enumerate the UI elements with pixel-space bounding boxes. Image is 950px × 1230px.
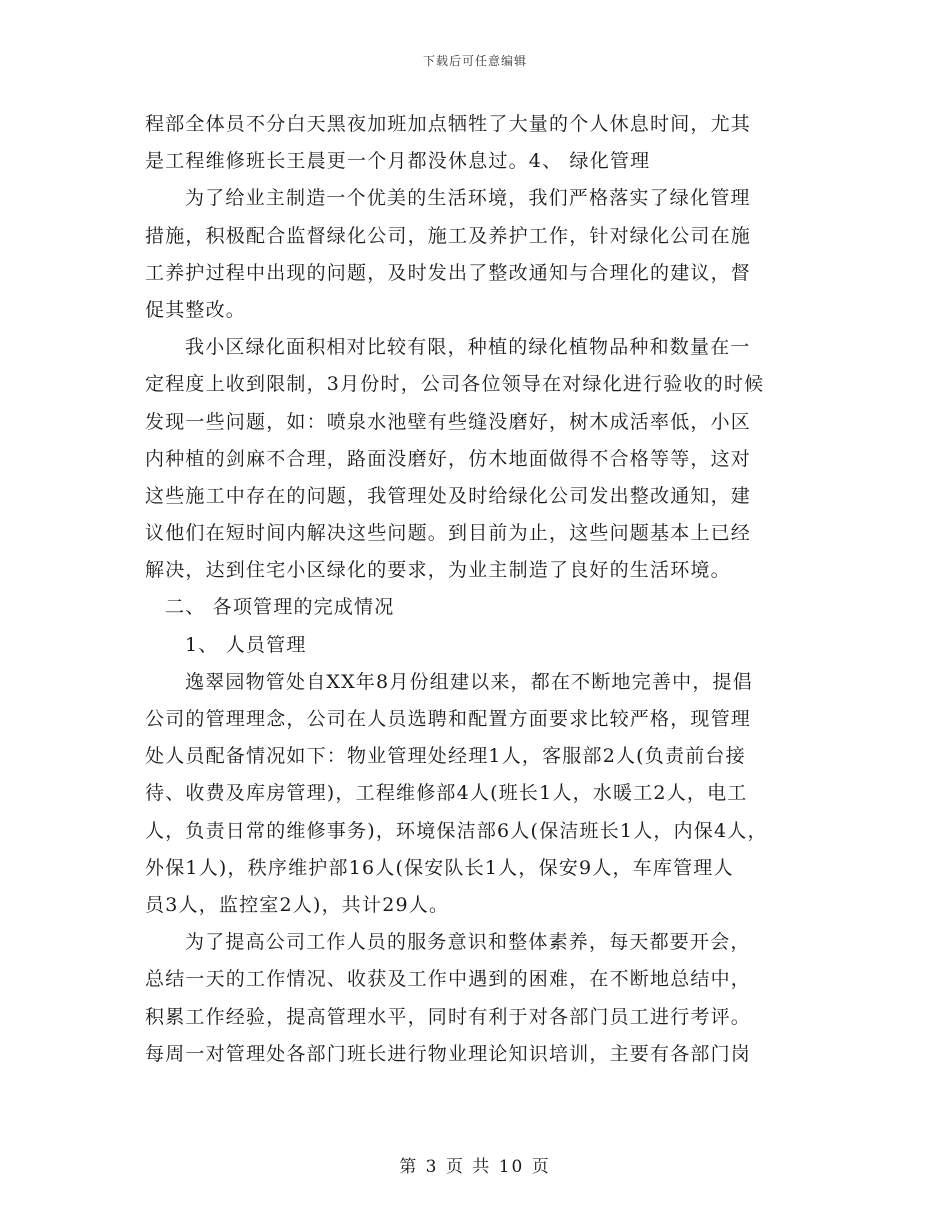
text-line: 每周一对管理处各部门班长进行物业理论知识培训，主要有各部门岗 xyxy=(145,1042,752,1065)
text-line: 员3人，监控室2人)，共计29人。 xyxy=(145,893,450,916)
text-line: 外保1人)，秩序维护部16人(保安队长1人，保安9人，车库管理人 xyxy=(145,856,734,879)
subsection-heading: 1、 人员管理 xyxy=(185,633,307,656)
text-line: 发现一些问题，如：喷泉水池壁有些缝没磨好，树木成活率低，小区 xyxy=(145,410,752,433)
text-line: 总结一天的工作情况、收获及工作中遇到的困难，在不断地总结中， xyxy=(145,968,752,991)
text-line: 解决，达到住宅小区绿化的要求，为业主制造了良好的生活环境。 xyxy=(145,559,731,582)
text-line: 处人员配备情况如下：物业管理处经理1人，客服部2人(负责前台接 xyxy=(145,745,746,768)
text-line: 为了提高公司工作人员的服务意识和整体素养，每天都要开会， xyxy=(185,931,751,954)
text-line: 待、收费及库房管理)，工程维修部4人(班长1人，水暖工2人，电工 xyxy=(145,782,748,805)
page-header-note: 下载后可任意编辑 xyxy=(422,54,527,68)
text-line: 定程度上收到限制，3月份时，公司各位领导在对绿化进行验收的时候 xyxy=(145,373,765,396)
text-line: 措施，积极配合监督绿化公司，施工及养护工作，针对绿化公司在施 xyxy=(145,224,752,247)
text-line: 程部全体员不分白天黑夜加班加点牺牲了大量的个人休息时间，尤其 xyxy=(145,113,752,135)
text-line: 我小区绿化面积相对比较有限，种植的绿化植物品种和数量在一 xyxy=(185,336,751,359)
text-line: 这些施工中存在的问题，我管理处及时给绿化公司发出整改通知，建 xyxy=(145,484,752,507)
text-line: 逸翠园物管处自XX年8月份组建以来，都在不断地完善中，提倡 xyxy=(185,670,753,693)
text-line: 议他们在短时间内解决这些问题。到目前为止，这些问题基本上已经 xyxy=(145,522,752,545)
text-line: 促其整改。 xyxy=(145,298,247,321)
page-number-footer: 第 3 页 共 10 页 xyxy=(399,1157,551,1177)
text-line: 积累工作经验，提高管理水平，同时有利于对各部门员工进行考评。 xyxy=(145,1005,752,1028)
document-body xyxy=(145,106,815,1073)
text-line: 人，负责日常的维修事务)，环境保洁部6人(保洁班长1人，内保4人， xyxy=(145,819,768,842)
text-line: 为了给业主制造一个优美的生活环境，我们严格落实了绿化管理 xyxy=(185,187,751,210)
text-line: 内种植的剑麻不合理，路面没磨好，仿木地面做得不合格等等，这对 xyxy=(145,447,752,470)
text-line: 是工程维修班长王晨更一个月都没休息过。4、 绿化管理 xyxy=(145,150,651,173)
section-heading: 二、 各项管理的完成情况 xyxy=(165,596,395,619)
text-line: 工养护过程中出现的问题，及时发出了整改通知与合理化的建议，督 xyxy=(145,261,752,284)
text-line: 公司的管理理念，公司在人员选聘和配置方面要求比较严格，现管理 xyxy=(145,708,752,730)
